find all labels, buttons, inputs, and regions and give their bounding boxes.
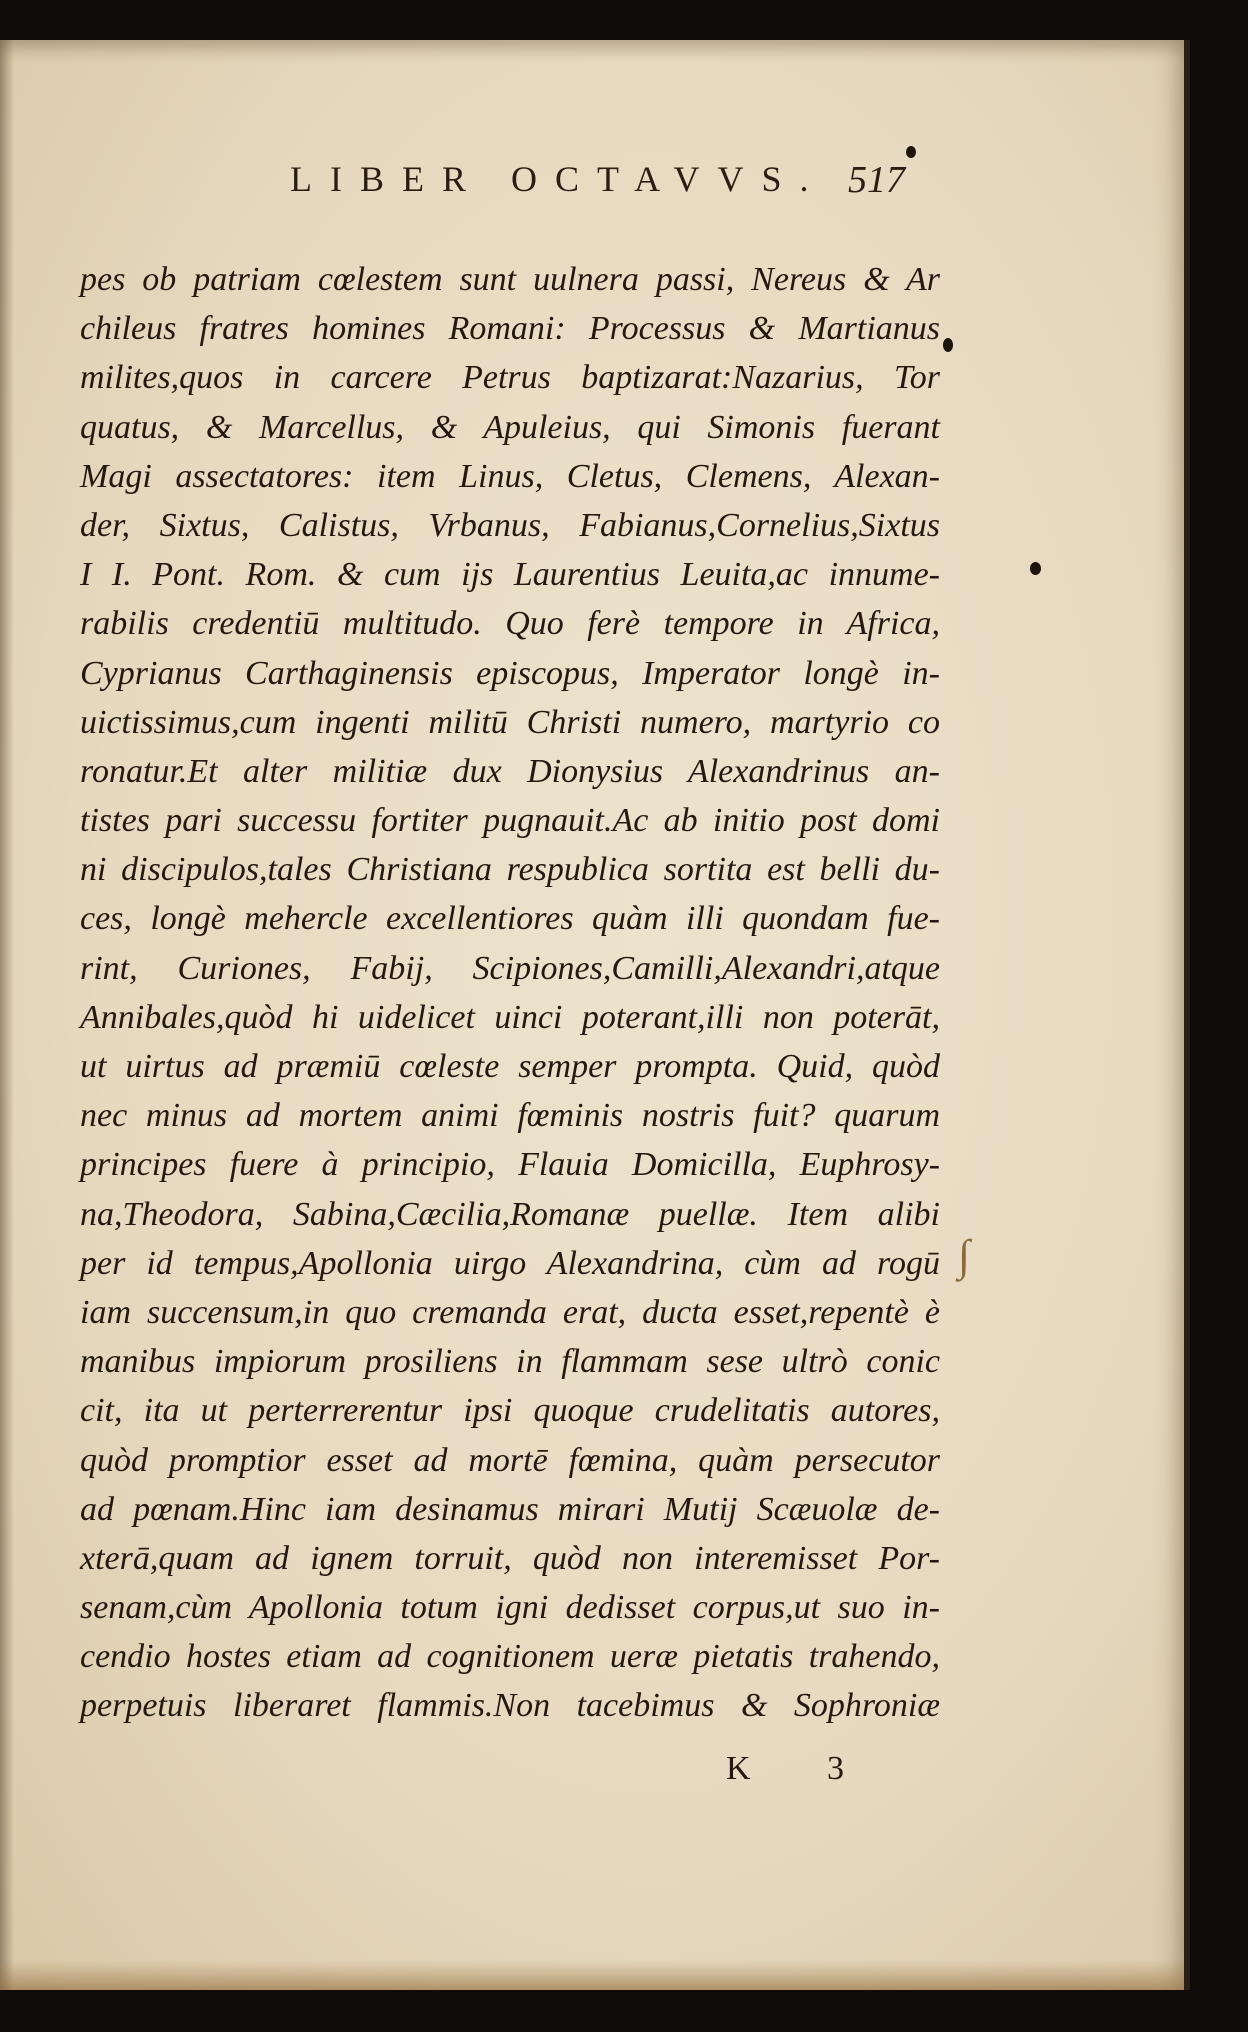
ink-spot: [1030, 562, 1041, 575]
page-number: 517: [848, 159, 905, 201]
spine-shadow: [0, 40, 14, 1990]
running-header: [0, 158, 1184, 218]
text-line: senam,cùm Apollonia totum igni dedisset corpus,ut suo in-: [80, 1589, 940, 1627]
signature-mark: K 3: [726, 1750, 879, 1787]
text-line: der, Sixtus, Calistus, Vrbanus, Fabianus,Cornelius,Sixtus: [80, 506, 940, 544]
text-line: tistes pari successu fortiter pugnauit.Ac ab initio post domi: [80, 802, 940, 840]
text-line: ronatur.Et alter militiæ dux Dionysius Alexandrinus an-: [80, 752, 940, 790]
text-line: principes fuere à principio, Flauia Domicilla, Euphrosy-: [80, 1146, 940, 1184]
text-line: perpetuis liberaret flammis.Non tacebimus & Sophroniæ: [80, 1687, 940, 1725]
text-line: uictissimus,cum ingenti militū Christi numero, martyrio co: [80, 703, 940, 741]
text-line: cit, ita ut perterrerentur ipsi quoque crudelitatis autores,: [80, 1392, 940, 1430]
page-bottom-edge: [0, 1960, 1184, 1990]
text-line: Cyprianus Carthaginensis episcopus, Imperator longè in-: [80, 654, 940, 692]
text-line: per id tempus,Apollonia uirgo Alexandrina, cùm ad rogū: [80, 1244, 940, 1282]
text-block: [80, 255, 940, 1731]
text-line: rint, Curiones, Fabij, Scipiones,Camilli,Alexandri,atque: [80, 949, 940, 987]
running-title: LIBER OCTAVVS.: [290, 159, 827, 199]
ink-spot: [906, 146, 916, 158]
text-line: pes ob patriam cœlestem sunt uulnera passi, Nereus & Ar: [80, 261, 940, 298]
text-line: ad pœnam.Hinc iam desinamus mirari Mutij Scæuolæ de-: [80, 1490, 940, 1528]
text-line: xterā,quam ad ignem torruit, quòd non interemisset Por-: [80, 1539, 940, 1577]
marginal-pen-mark: ∫: [958, 1231, 971, 1280]
text-line: nec minus ad mortem animi fœminis nostris fuit? quarum: [80, 1097, 940, 1135]
text-line: I I. Pont. Rom. & cum ijs Laurentius Leuita,ac innume-: [80, 556, 940, 594]
text-line: ut uirtus ad præmiū cœleste semper prompta. Quid, quòd: [80, 1048, 940, 1085]
text-line: quatus, & Marcellus, & Apuleius, qui Simonis fuerant: [80, 408, 940, 446]
text-line: quòd promptior esset ad mortē fœmina, quàm persecutor: [80, 1441, 940, 1479]
text-line: rabilis credentiū multitudo. Quo ferè tempore in Africa,: [80, 605, 940, 643]
text-line: iam succensum,in quo cremanda erat, ducta esset,repentè è: [80, 1293, 940, 1331]
text-line: Annibales,quòd hi uidelicet uinci poterant,illi non poterāt,: [80, 998, 940, 1036]
text-line: milites,quos in carcere Petrus baptizarat:Nazarius, Tor: [80, 359, 940, 397]
book-page: [0, 40, 1190, 1990]
text-line: manibus impiorum prosiliens in flammam sese ultrò conic: [80, 1343, 940, 1381]
ink-spot: [943, 338, 953, 352]
text-line: cendio hostes etiam ad cognitionem ueræ pietatis trahendo,: [80, 1638, 940, 1676]
text-line: ces, longè mehercle excellentiores quàm illi quondam fue-: [80, 900, 940, 938]
text-line: Magi assectatores: item Linus, Cletus, Clemens, Alexan-: [80, 457, 940, 495]
text-line: ni discipulos,tales Christiana respublica sortita est belli du-: [80, 851, 940, 889]
text-line: chileus fratres homines Romani: Processus & Martianus: [80, 310, 940, 348]
text-line: na,Theodora, Sabina,Cæcilia,Romanæ puellæ. Item alibi: [80, 1195, 940, 1233]
